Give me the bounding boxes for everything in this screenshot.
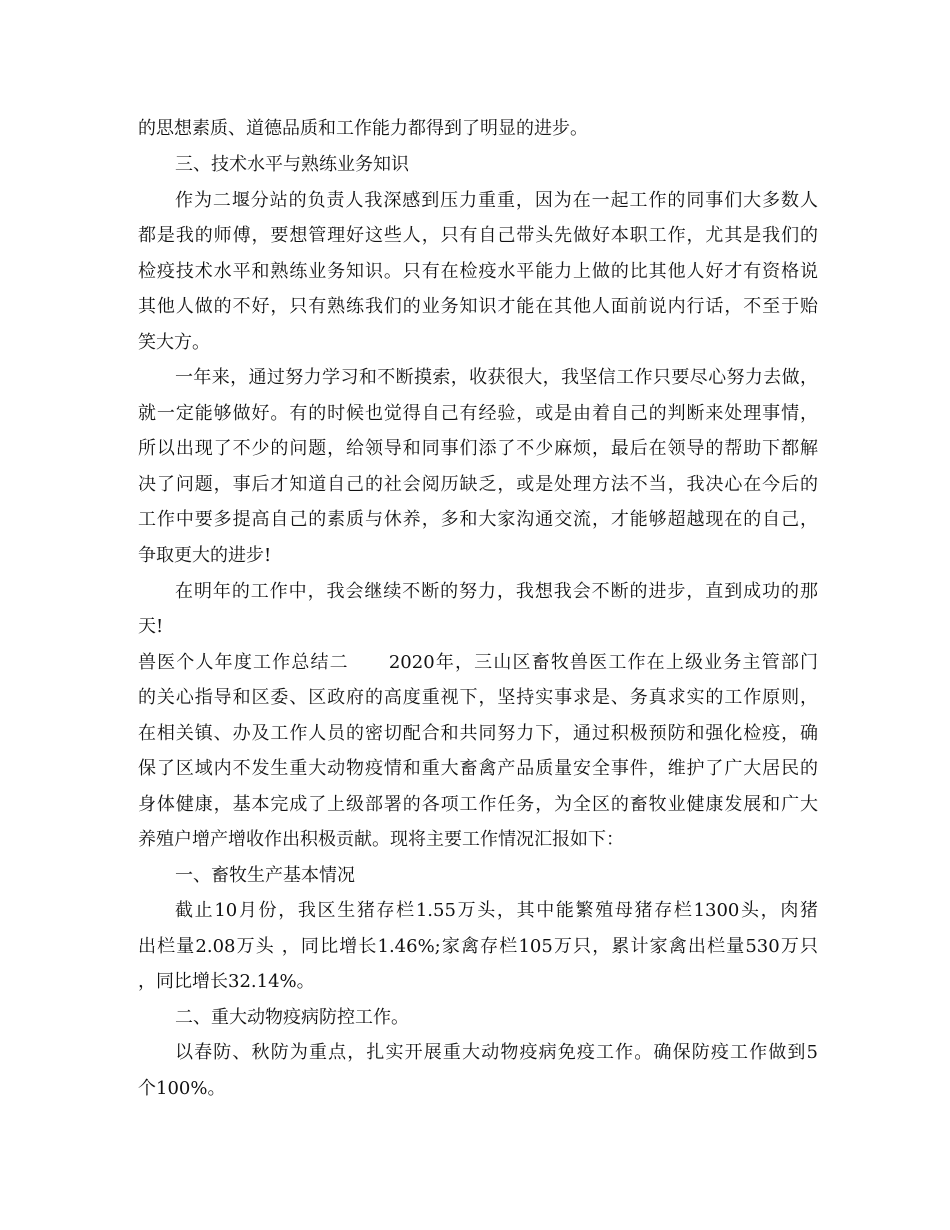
paragraph-line: 养殖户增产增收作出积极贡献。现将主要工作情况汇报如下： [138,829,624,850]
paragraph-line: 身体健康，基本完成了上级部署的各项工作任务，为全区的畜牧业健康发展和广大 [138,794,818,815]
paragraph-line: 决了问题，事后才知道自己的社会阅历缺乏，或是处理方法不当，我决心在今后的 [138,474,818,495]
section-heading: 三、技术水平与熟练业务知识 [175,154,409,175]
paragraph-line: 其他人做的不好，只有熟练我们的业务知识才能在其他人面前说内行话，不至于贻 [138,296,818,317]
paragraph-line: 一年来，通过努力学习和不断摸索，收获很大，我坚信工作只要尽心努力去做， [175,367,818,388]
paragraph-line: 争取更大的进步! [138,545,272,566]
paragraph-line: 在明年的工作中，我会继续不断的努力，我想我会不断的进步，直到成功的那 [175,581,818,602]
paragraph-start: 2020年，三山区畜牧兽医工作在上级业务主管部门 [388,652,818,673]
paragraph-line: 都是我的师傅，要想管理好这些人，只有自己带头先做好本职工作，尤其是我们的 [138,225,818,246]
paragraph-line: 工作中要多提高自己的素质与休养，多和大家沟通交流，才能够超越现在的自己， [138,509,818,530]
paragraph-line: 天! [138,616,164,637]
paragraph-line: 的关心指导和区委、区政府的高度重视下，坚持实事求是、务真求实的工作原则， [138,687,818,708]
paragraph-line: 出栏量2.08万头 ，同比增长1.46%;家禽存栏105万只，累计家禽出栏量530万只 [138,936,818,957]
section-heading: 二、重大动物疫病防控工作。 [175,1007,409,1028]
paragraph-line: 以春防、秋防为重点，扎实开展重大动物疫病免疫工作。确保防疫工作做到5 [175,1042,818,1063]
paragraph-line: 笑大方。 [138,332,210,353]
section-heading: 一、畜牧生产基本情况 [175,865,355,886]
document-title: 兽医个人年度工作总结二 [138,652,349,673]
paragraph-line: 保了区域内不发生重大动物疫情和重大畜禽产品质量安全事件，维护了广大居民的 [138,758,818,779]
paragraph-line: 的思想素质、道德品质和工作能力都得到了明显的进步。 [138,118,588,139]
paragraph-line: 就一定能够做好。有的时候也觉得自己有经验，或是由着自己的判断来处理事情， [138,403,818,424]
paragraph-line: 检疫技术水平和熟练业务知识。只有在检疫水平能力上做的比其他人好才有资格说 [138,261,818,282]
paragraph-line: 作为二堰分站的负责人我深感到压力重重，因为在一起工作的同事们大多数人 [175,190,818,211]
paragraph-line: 个100%。 [138,1078,226,1099]
paragraph-line: 在相关镇、办及工作人员的密切配合和共同努力下，通过积极预防和强化检疫，确 [138,723,818,744]
paragraph-line: 截止10月份，我区生猪存栏1.55万头，其中能繁殖母猪存栏1300头，肉猪 [175,900,818,921]
paragraph-line: 所以出现了不少的问题，给领导和同事们添了不少麻烦，最后在领导的帮助下都解 [138,438,818,459]
paragraph-line [138,651,818,675]
paragraph-line: ，同比增长32.14%。 [138,971,315,992]
